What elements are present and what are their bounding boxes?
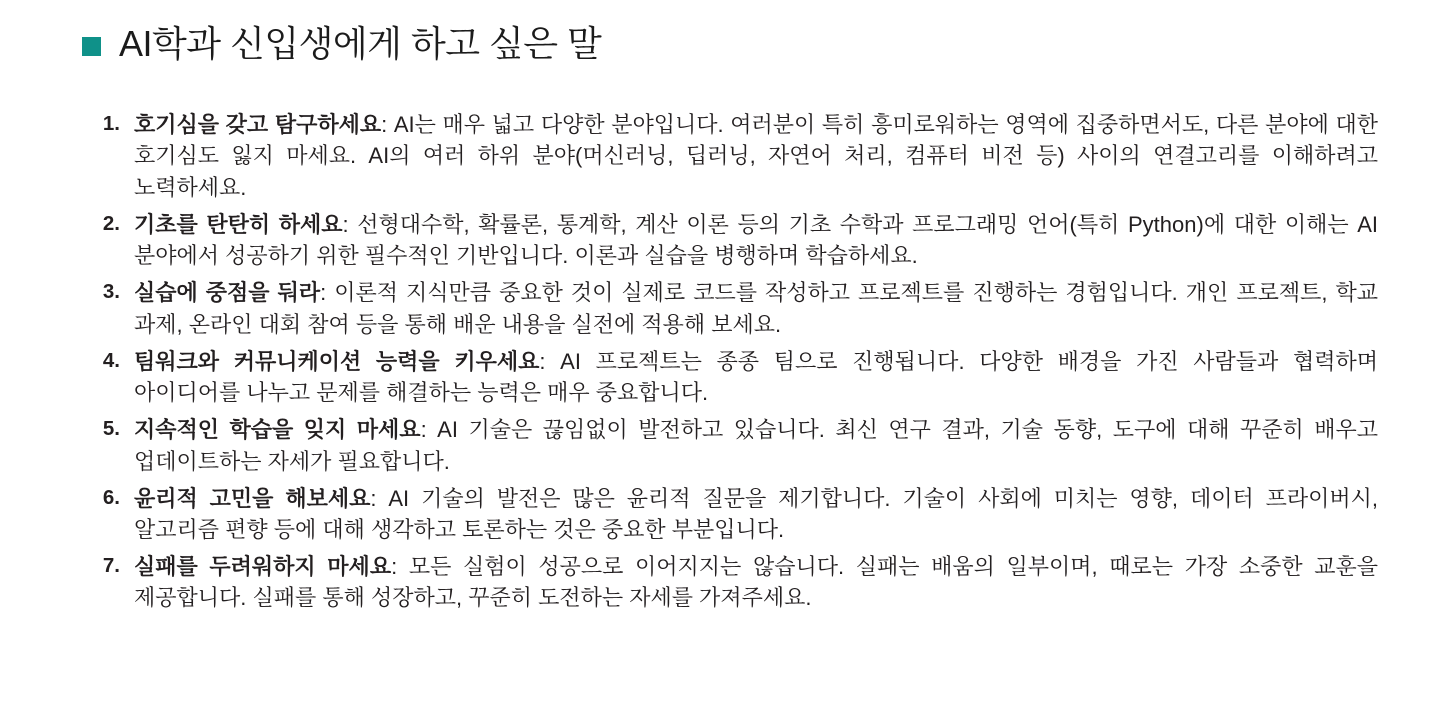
list-item-number: 7. xyxy=(102,554,120,578)
list-item-lead: 지속적인 학습을 잊지 마세요 xyxy=(134,417,421,443)
list-item-body: : AI 기술은 끊임없이 발전하고 있습니다. 최신 연구 결과, 기술 동향, 도구에 대해 꾸준히 배우고 업데이트하는 자세가 필요합니다. xyxy=(134,417,1378,474)
list-item xyxy=(82,109,1378,203)
list-item-text xyxy=(134,414,1378,476)
list-item-number: 5. xyxy=(102,417,120,441)
list-item-lead: 호기심을 갖고 탐구하세요 xyxy=(134,112,382,138)
list-item-number: 2. xyxy=(102,211,120,235)
square-bullet-icon xyxy=(82,37,101,56)
list-item-lead: 기초를 탄탄히 하세요 xyxy=(134,211,343,237)
advice-list xyxy=(0,109,1448,614)
list-item-text xyxy=(134,551,1378,613)
list-item-number: 4. xyxy=(102,348,120,372)
list-item-lead: 실패를 두려워하지 마세요 xyxy=(134,554,392,580)
list-item-body: : AI 프로젝트는 종종 팀으로 진행됩니다. 다양한 배경을 가진 사람들과 협력하며 아이디어를 나누고 문제를 해결하는 능력은 매우 중요합니다. xyxy=(134,348,1379,406)
list-item-text xyxy=(134,277,1378,339)
list-item-text xyxy=(134,209,1378,271)
list-item-lead: 윤리적 고민을 해보세요 xyxy=(134,485,371,511)
slide-title-row xyxy=(0,0,1448,65)
list-item-body: : 이론적 지식만큼 중요한 것이 실제로 코드를 작성하고 프로젝트를 진행하는 경험입니다. 개인 프로젝트, 학교 과제, 온라인 대회 참여 등을 통해 배운 내용을 실전에 적용해 보세요. xyxy=(134,280,1378,337)
list-item-number: 6. xyxy=(102,485,120,509)
list-item xyxy=(82,483,1378,545)
list-item xyxy=(82,551,1378,613)
list-item xyxy=(82,209,1378,271)
list-item-number: 3. xyxy=(102,280,120,304)
list-item-body: : 선형대수학, 확률론, 통계학, 계산 이론 등의 기초 수학과 프로그래밍 언어(특히 Python)에 대한 이해는 AI 분야에서 성공하기 위한 필수적인 기반입니다. 이론과 실습을 병행하며 학습하세요. xyxy=(134,211,1379,269)
list-item-text xyxy=(134,483,1378,545)
list-item xyxy=(82,414,1378,476)
list-item-text xyxy=(134,109,1378,203)
list-item xyxy=(82,277,1378,339)
list-item-body: : AI는 매우 넓고 다양한 분야입니다. 여러분이 특히 흥미로워하는 영역에 집중하면서도, 다른 분야에 대한 호기심도 잃지 마세요. AI의 여러 하위 분야(머신러닝, 딥러닝, 자연어 처리, 컴퓨터 비전 등) 사이의 연결고리를 이해하려고 노력하세요. xyxy=(134,112,1378,200)
list-item-text xyxy=(134,346,1378,408)
page-title: AI학과 신입생에게 하고 싶은 말 xyxy=(119,23,602,64)
list-item-lead: 팀워크와 커뮤니케이션 능력을 키우세요 xyxy=(134,348,540,374)
list-item xyxy=(82,346,1378,408)
list-item-body: : 모든 실험이 성공으로 이어지지는 않습니다. 실패는 배움의 일부이며, 때로는 가장 소중한 교훈을 제공합니다. 실패를 통해 성장하고, 꾸준히 도전하는 자세를 가져주세요. xyxy=(134,554,1379,611)
list-item-lead: 실습에 중점을 둬라 xyxy=(134,280,321,306)
list-item-body: : AI 기술의 발전은 많은 윤리적 질문을 제기합니다. 기술이 사회에 미치는 영향, 데이터 프라이버시, 알고리즘 편향 등에 대해 생각하고 토론하는 것은 중요한 부분입니다. xyxy=(134,485,1378,542)
list-item-number: 1. xyxy=(102,112,120,136)
